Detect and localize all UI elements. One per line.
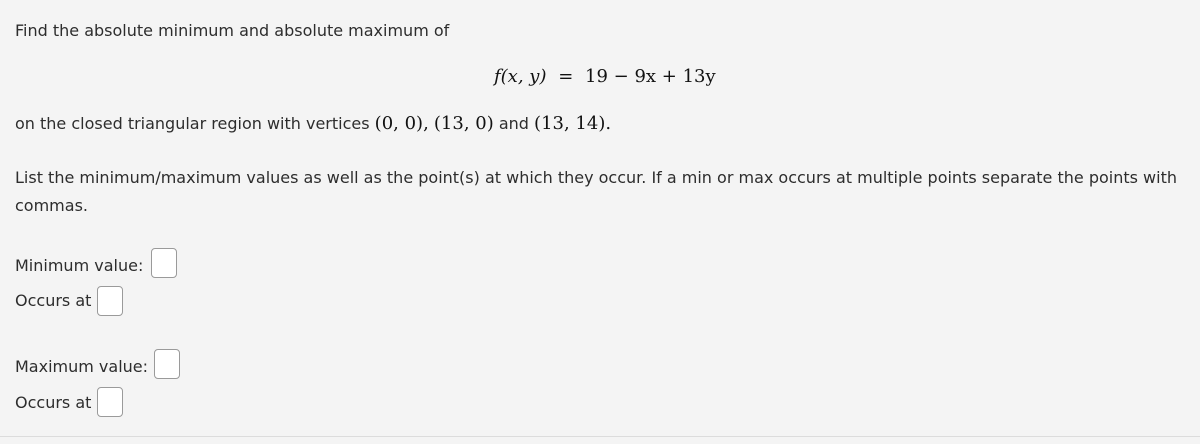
and-word: and [498,114,529,133]
function-equals: = [558,66,574,87]
min-value-label: Minimum value: [15,256,144,275]
bottom-divider [0,436,1200,437]
function-rhs: 19 − 9x + 13y [585,66,716,87]
max-value-label: Maximum value: [15,357,149,376]
function-expression [494,66,716,87]
min-value-input[interactable] [151,248,177,278]
max-occurs-input[interactable] [97,387,123,417]
min-occurs-input[interactable] [97,286,123,316]
vertex-1: (0, 0), [374,113,429,134]
function-lhs: f(x, y) [494,66,547,87]
max-value-input[interactable] [154,349,180,379]
region-sentence [15,114,611,134]
vertex-2: (13, 0) [433,113,494,134]
instructions-line-2: commas. [15,196,88,215]
max-occurs-label: Occurs at [15,393,92,412]
region-text: on the closed triangular region with vertices [15,114,370,133]
instructions-line-1: List the minimum/maximum values as well as the point(s) at which they occur. If a min or max occurs at multiple points separate the points with [15,168,1177,187]
min-occurs-label: Occurs at [15,291,92,310]
vertex-3: (13, 14). [534,113,612,134]
question-intro: Find the absolute minimum and absolute maximum of [15,21,450,40]
